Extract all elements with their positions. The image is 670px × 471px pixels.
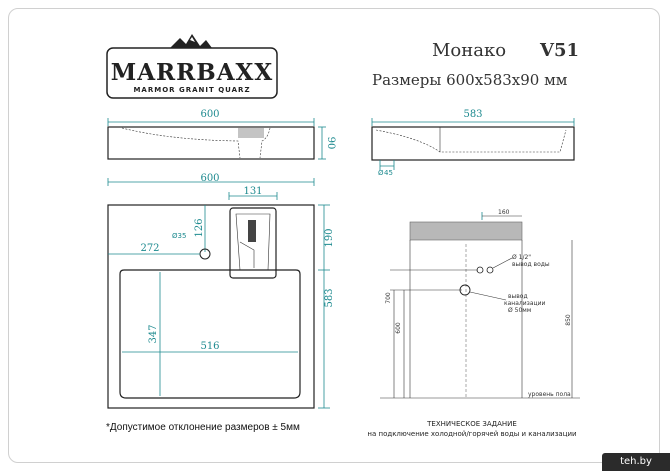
water-inlet-size: Ø 1/2" <box>512 254 532 261</box>
dim-plan-depth: 583 <box>324 288 335 308</box>
brand-name: MARRBAXX <box>110 59 274 86</box>
dim-side-angle: 45 <box>384 169 393 177</box>
basin-plan-outline <box>108 205 314 408</box>
basin-side-outline <box>372 127 574 160</box>
water-inlet-label: вывод воды <box>512 261 550 268</box>
mountain-icon <box>170 34 212 48</box>
dim-plan-190: 190 <box>324 228 335 248</box>
drain-size: Ø 50мм <box>508 307 532 314</box>
dim-bowl-width: 516 <box>200 341 220 352</box>
size-line: Размеры 600x583x90 мм <box>372 71 568 89</box>
model-name: V51 <box>540 40 580 61</box>
front-elevation <box>108 109 336 159</box>
tolerance-note: *Допустимое отклонение размеров ± 5мм <box>106 422 300 433</box>
countertop <box>410 222 522 240</box>
dim-h700: 700 <box>385 292 392 304</box>
floor-label: уровень пола <box>528 391 571 398</box>
brand-logo <box>107 34 277 98</box>
brand-tagline: MARMOR GRANIT QUARZ <box>133 86 251 94</box>
dim-plan-width: 600 <box>200 173 220 184</box>
model-prefix: Монако <box>432 40 507 61</box>
bowl-outline <box>120 270 300 398</box>
dim-top-width: 600 <box>200 109 220 120</box>
dim-top-height: 90 <box>325 136 336 150</box>
dim-hole-offset: 126 <box>194 218 205 238</box>
plan-view <box>108 173 335 408</box>
spec-subtitle: на подключение холодной/горячей воды и канализации <box>367 430 577 438</box>
dim-h850: 850 <box>565 314 572 326</box>
dim-hole-diameter: Ø35 <box>172 232 187 240</box>
dim-hole-x: 272 <box>140 243 160 254</box>
angle-symbol: Ø <box>378 169 384 177</box>
drain-label-1: вывод <box>508 293 528 300</box>
spec-title: ТЕХНИЧЕСКОЕ ЗАДАНИЕ <box>427 420 517 428</box>
installation-diagram <box>367 209 580 438</box>
water-inlet-right <box>487 267 493 273</box>
watermark: teh.by <box>602 453 670 471</box>
dim-faucet-width: 131 <box>243 186 263 197</box>
dim-bowl-depth: 347 <box>148 324 159 344</box>
dim-h600: 600 <box>395 322 402 334</box>
dim-side-depth: 583 <box>463 109 483 120</box>
drain-label-2: канализации <box>504 300 546 307</box>
side-elevation <box>372 109 574 177</box>
dim-offset-160: 160 <box>498 209 510 216</box>
